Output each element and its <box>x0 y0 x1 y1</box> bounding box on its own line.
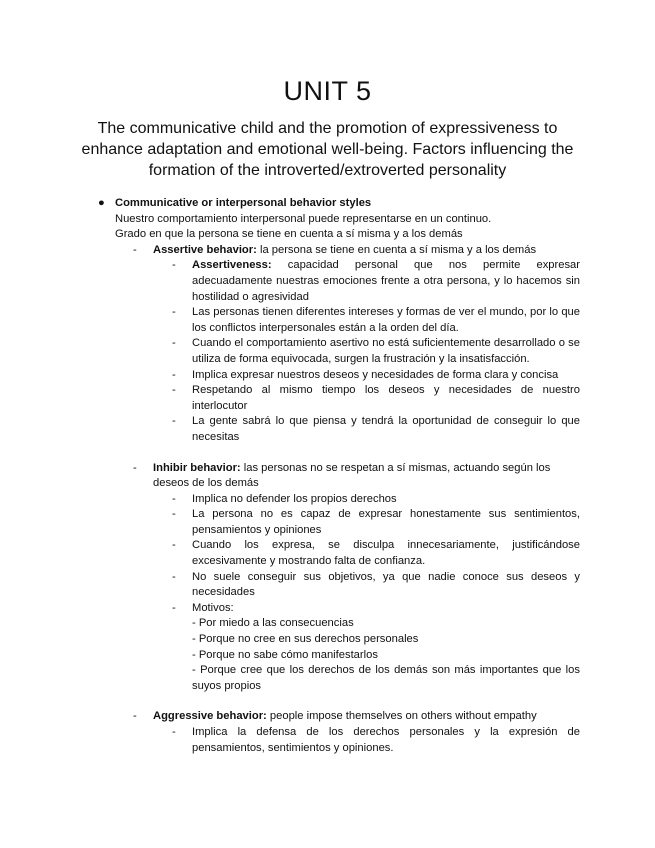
dash-icon: - <box>172 415 176 428</box>
assertive-label: Assertive behavior: <box>153 243 257 256</box>
motive-line: - Porque no sabe cómo manifestarlos <box>192 648 378 661</box>
inhibited-subitem-text: No suele conseguir sus objetivos, ya que nadie conoce sus deseos y necesidades <box>192 570 580 599</box>
aggressive-label: Aggressive behavior: <box>153 710 267 723</box>
assertive-subitem <box>172 336 580 367</box>
inhibited-subitem <box>172 538 580 569</box>
assertive-subitem-text: La gente sabrá lo que piensa y tendrá la oportunidad de conseguir lo que necesitas <box>192 415 580 443</box>
bullet-icon: ● <box>98 197 105 209</box>
assertive-subitem <box>172 368 580 384</box>
dash-icon: - <box>172 539 176 552</box>
dash-icon: - <box>172 726 176 738</box>
inhibited-subitem-text: La persona no es capaz de expresar honestamente sus sentimientos, pensamientos y opiniones <box>192 508 580 536</box>
page-subtitle: The communicative child and the promotion of expressiveness to enhance adaptation and emotional well-being. Factors influencing the formation of the introverted/extroverted personality <box>81 120 574 179</box>
assertiveness-text: capacidad personal que nos permite expresar adecuadamente nuestras emociones frente a otra persona, y lo hacemos sin hostilidad o agresividad <box>192 259 580 303</box>
dash-icon: - <box>133 461 137 474</box>
assertiveness-label: Assertiveness: <box>192 259 272 272</box>
inhibited-subitem-text: Implica no defender los propios derechos <box>192 492 397 505</box>
aggressive-text: people impose themselves on others without empathy <box>266 710 537 723</box>
assertive-subitem-text: Cuando el comportamiento asertivo no está suficientemente desarrollado o se utiliza de forma equivocada, surgen la frustración y la insatisfacción. <box>192 337 580 365</box>
inhibited-subitem <box>172 601 580 617</box>
inhibited-subitem <box>172 507 580 538</box>
document-body <box>0 196 655 756</box>
dash-icon: - <box>172 337 176 350</box>
spacer <box>0 446 655 461</box>
dash-icon: - <box>172 259 176 272</box>
assertive-subitem <box>172 383 580 414</box>
aggressive-subitem <box>172 725 580 756</box>
assertive-behavior-item <box>133 243 580 259</box>
assertive-subitem-text: Implica expresar nuestros deseos y necesidades de forma clara y concisa <box>192 368 559 381</box>
dash-icon: - <box>172 570 176 583</box>
dash-icon: - <box>172 368 176 381</box>
inhibited-subitem-text: Cuando los expresa, se disculpa innecesariamente, justificándose excesivamente y mostrando falta de confianza. <box>192 539 580 568</box>
aggressive-subitem-text: Implica la defensa de los derechos personales y la expresión de pensamientos, sentimientos y opiniones. <box>192 726 580 754</box>
dash-icon: - <box>172 601 176 614</box>
spacer <box>0 694 655 709</box>
section-heading: Communicative or interpersonal behavior styles <box>115 197 372 209</box>
assertive-subitem-text: Respetando al mismo tiempo los deseos y necesidades de nuestro interlocutor <box>192 384 580 412</box>
motives-label: Motivos: <box>192 601 234 614</box>
dash-icon: - <box>172 384 176 397</box>
dash-icon: - <box>172 508 176 521</box>
assertive-subitem <box>172 305 580 336</box>
assertive-subitem <box>172 414 580 445</box>
section-heading-line <box>0 196 655 212</box>
dash-icon: - <box>172 492 176 505</box>
dash-icon: - <box>133 710 137 723</box>
dash-icon: - <box>133 243 137 256</box>
section-intro-2: Grado en que la persona se tiene en cuenta a sí misma y a los demás <box>115 228 463 241</box>
assertive-text: la persona se tiene en cuenta a sí misma y a los demás <box>256 243 537 256</box>
inhibited-behavior-item <box>133 461 580 492</box>
motive-line: - Porque no cree en sus derechos personales <box>192 633 419 646</box>
inhibited-subitem <box>172 570 580 601</box>
inhibited-subitem <box>172 492 580 508</box>
inhibited-label: Inhibir behavior: <box>153 461 241 474</box>
inhibited-text: las personas no se respetan a sí mismas, actuando según los deseos de los demás <box>153 461 551 490</box>
dash-icon: - <box>172 306 176 319</box>
page-title: UNIT 5 <box>283 76 372 106</box>
motive-line: - Porque cree que los derechos de los demás son más importantes que los suyos propios <box>192 664 580 692</box>
assertive-subitem <box>172 258 580 305</box>
section-intro-1: Nuestro comportamiento interpersonal puede representarse en un continuo. <box>115 212 492 225</box>
aggressive-behavior-item <box>133 709 580 725</box>
assertive-subitem-text: Las personas tienen diferentes intereses y formas de ver el mundo, por lo que los conflictos interpersonales están a la orden del día. <box>192 306 580 334</box>
motive-line: - Por miedo a las consecuencias <box>192 617 354 630</box>
